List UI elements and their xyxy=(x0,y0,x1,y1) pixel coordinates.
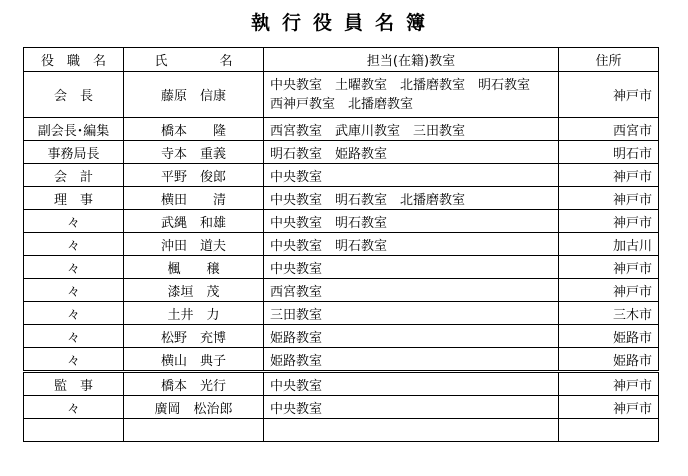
cell-name: 横田 清 xyxy=(124,187,264,210)
cell-classrooms xyxy=(264,141,559,164)
cell-name: 松野 充博 xyxy=(124,325,264,348)
cell-classrooms xyxy=(264,118,559,141)
cell-classrooms xyxy=(264,233,559,256)
cell-classrooms xyxy=(264,164,559,187)
table-header-row xyxy=(24,48,659,72)
officer-roster-table xyxy=(23,47,659,442)
table-row xyxy=(24,164,659,187)
cell-classrooms xyxy=(264,396,559,419)
classroom-line: 中央教室 明石教室 xyxy=(270,238,388,254)
cell-role: 監 事 xyxy=(24,372,124,396)
cell-residence: 神戸市 xyxy=(559,187,659,210)
cell-role: 会 長 xyxy=(24,72,124,118)
classroom-line: 三田教室 xyxy=(270,307,323,323)
cell-name: 楓 穣 xyxy=(124,256,264,279)
table-row xyxy=(24,210,659,233)
cell-classrooms xyxy=(264,419,559,442)
classroom-line: 中央教室 xyxy=(270,169,323,185)
cell-role: 会 計 xyxy=(24,164,124,187)
cell-name: 寺本 重義 xyxy=(124,141,264,164)
cell-residence: 神戸市 xyxy=(559,72,659,118)
cell-name: 橋本 隆 xyxy=(124,118,264,141)
classroom-line: 中央教室 xyxy=(270,401,323,417)
header-classrooms: 担当(在籍)教室 xyxy=(264,48,559,72)
cell-residence xyxy=(559,419,659,442)
cell-name xyxy=(124,419,264,442)
classroom-line: 中央教室 明石教室 北播磨教室 xyxy=(270,192,466,208)
cell-classrooms xyxy=(264,372,559,396)
cell-role: 々 xyxy=(24,256,124,279)
cell-role: 々 xyxy=(24,233,124,256)
table-row xyxy=(24,348,659,372)
cell-role xyxy=(24,419,124,442)
cell-name: 廣岡 松治郎 xyxy=(124,396,264,419)
cell-residence: 神戸市 xyxy=(559,396,659,419)
header-residence: 住所 xyxy=(559,48,659,72)
cell-name: 沖田 道夫 xyxy=(124,233,264,256)
cell-name: 武縄 和雄 xyxy=(124,210,264,233)
cell-name: 土井 力 xyxy=(124,302,264,325)
table-row xyxy=(24,302,659,325)
table-row xyxy=(24,396,659,419)
cell-classrooms xyxy=(264,325,559,348)
classroom-line: 姫路教室 xyxy=(270,353,323,369)
cell-classrooms xyxy=(264,302,559,325)
table-row xyxy=(24,72,659,118)
table-row xyxy=(24,256,659,279)
cell-name: 横山 典子 xyxy=(124,348,264,372)
cell-residence: 姫路市 xyxy=(559,325,659,348)
cell-residence: 加古川 xyxy=(559,233,659,256)
cell-name: 漆垣 茂 xyxy=(124,279,264,302)
cell-role: 事務局長 xyxy=(24,141,124,164)
classroom-line: 西神戸教室 北播磨教室 xyxy=(270,96,414,112)
classroom-line: 西宮教室 xyxy=(270,284,323,300)
cell-classrooms xyxy=(264,279,559,302)
cell-classrooms xyxy=(264,348,559,372)
cell-residence: 神戸市 xyxy=(559,210,659,233)
table-row xyxy=(24,419,659,442)
cell-residence: 神戸市 xyxy=(559,372,659,396)
cell-name: 藤原 信康 xyxy=(124,72,264,118)
cell-role: 々 xyxy=(24,396,124,419)
table-row xyxy=(24,233,659,256)
classroom-line: 明石教室 姫路教室 xyxy=(270,146,388,162)
cell-role: 副会長･編集 xyxy=(24,118,124,141)
cell-residence: 神戸市 xyxy=(559,279,659,302)
table-row xyxy=(24,325,659,348)
cell-residence: 明石市 xyxy=(559,141,659,164)
cell-classrooms xyxy=(264,72,559,118)
cell-residence: 神戸市 xyxy=(559,164,659,187)
cell-role: 々 xyxy=(24,325,124,348)
classroom-line: 中央教室 土曜教室 北播磨教室 明石教室 xyxy=(270,77,531,93)
table-row xyxy=(24,372,659,396)
classroom-line: 西宮教室 武庫川教室 三田教室 xyxy=(270,123,466,139)
table-row xyxy=(24,118,659,141)
cell-role: 々 xyxy=(24,210,124,233)
cell-role: 理 事 xyxy=(24,187,124,210)
table-body xyxy=(24,72,659,442)
cell-classrooms xyxy=(264,210,559,233)
table-row xyxy=(24,279,659,302)
cell-residence: 姫路市 xyxy=(559,348,659,372)
cell-role: 々 xyxy=(24,348,124,372)
table-row xyxy=(24,187,659,210)
cell-residence: 西宮市 xyxy=(559,118,659,141)
cell-residence: 三木市 xyxy=(559,302,659,325)
header-name: 氏 名 xyxy=(124,48,264,72)
cell-name: 橋本 光行 xyxy=(124,372,264,396)
table-row xyxy=(24,141,659,164)
classroom-line: 中央教室 xyxy=(270,378,323,394)
cell-name: 平野 俊郎 xyxy=(124,164,264,187)
cell-classrooms xyxy=(264,187,559,210)
header-role: 役 職 名 xyxy=(24,48,124,72)
classroom-line: 中央教室 xyxy=(270,261,323,277)
cell-role: 々 xyxy=(24,302,124,325)
document-title: 執行役員名簿 xyxy=(250,12,437,34)
classroom-line: 姫路教室 xyxy=(270,330,323,346)
cell-residence: 神戸市 xyxy=(559,256,659,279)
cell-role: 々 xyxy=(24,279,124,302)
cell-classrooms xyxy=(264,256,559,279)
classroom-line: 中央教室 明石教室 xyxy=(270,215,388,231)
